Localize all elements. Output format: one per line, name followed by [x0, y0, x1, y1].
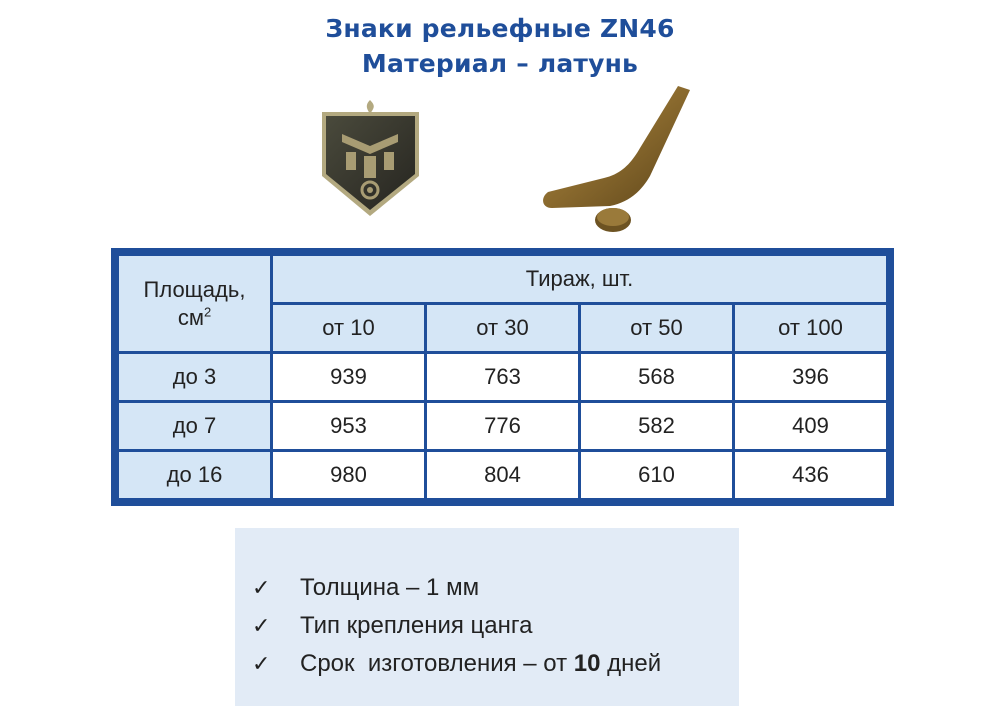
price-cell: 776 — [427, 403, 578, 449]
area-header — [119, 256, 270, 351]
page-title: Знаки рельефные ZN46 — [325, 14, 675, 43]
price-table — [111, 248, 894, 506]
lead-time-text: Срок изготовления – от — [300, 650, 574, 677]
run-column-header: от 50 — [581, 305, 732, 351]
area-cell: до 16 — [119, 452, 270, 498]
list-item — [252, 569, 661, 607]
lead-time-suffix: дней — [600, 650, 662, 677]
price-cell: 763 — [427, 354, 578, 400]
area-cell: до 3 — [119, 354, 270, 400]
material-subtitle: Материал – латунь — [361, 49, 639, 78]
fastening-text: Тип крепления цанга — [300, 612, 533, 639]
price-cell: 396 — [735, 354, 886, 400]
price-cell: 804 — [427, 452, 578, 498]
price-cell: 568 — [581, 354, 732, 400]
price-cell: 582 — [581, 403, 732, 449]
list-item — [252, 645, 661, 683]
lead-time-days: 10 — [573, 650, 601, 677]
price-cell: 610 — [581, 452, 732, 498]
area-cell: до 7 — [119, 403, 270, 449]
area-header-label: Площадь, — [143, 276, 246, 302]
info-box — [235, 528, 739, 706]
price-cell: 939 — [273, 354, 424, 400]
table-row — [119, 403, 886, 449]
checkmark-icon: ✓ — [252, 575, 271, 601]
checkmark-icon: ✓ — [252, 613, 271, 639]
run-column-header: от 30 — [427, 305, 578, 351]
thickness-text: Толщина – 1 мм — [300, 574, 480, 601]
list-item — [252, 607, 661, 645]
badge-icon — [318, 98, 423, 218]
price-cell: 980 — [273, 452, 424, 498]
price-cell: 953 — [273, 403, 424, 449]
price-cell: 409 — [735, 403, 886, 449]
hockey-stick-icon — [538, 78, 698, 243]
table-row — [119, 452, 886, 498]
area-header-unit-superscript: 2 — [203, 304, 212, 320]
price-cell: 436 — [735, 452, 886, 498]
run-column-header: от 10 — [273, 305, 424, 351]
checkmark-icon: ✓ — [252, 651, 271, 677]
info-list — [252, 569, 661, 683]
run-column-header: от 100 — [735, 305, 886, 351]
table-row — [119, 354, 886, 400]
run-header: Тираж, шт. — [273, 256, 886, 302]
area-header-unit: см — [177, 304, 204, 330]
